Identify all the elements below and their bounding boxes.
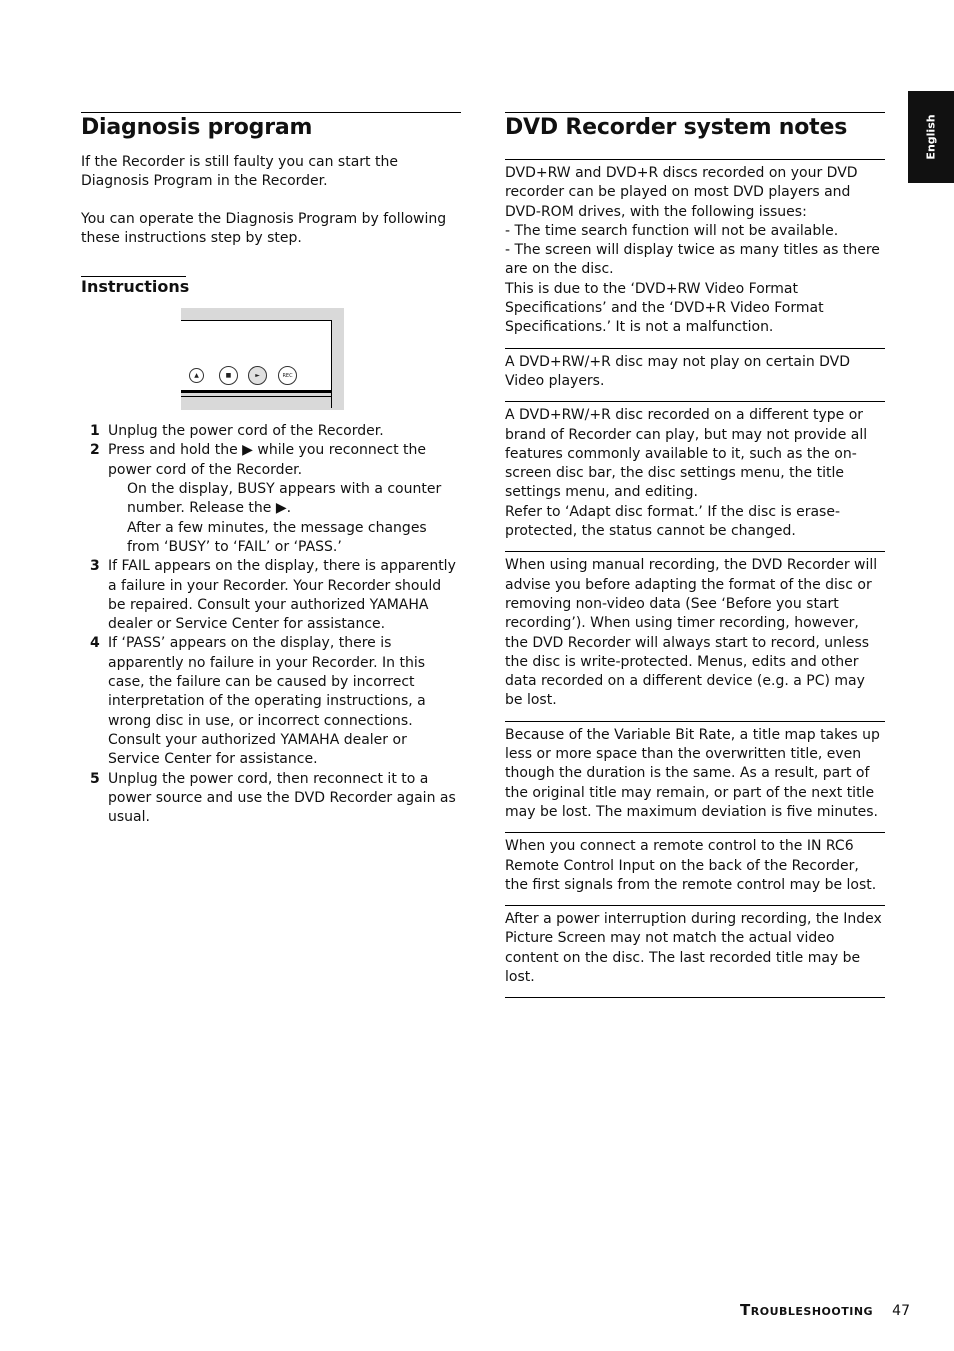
step-text: If FAIL appears on the display, there is apparently a failure in your Recorder. Your Recorder should be repaired. Consult your authorized YAMAHA dealer or Service Center for assistance. [108,558,456,633]
note-text: Because of the Variable Bit Rate, a title map takes up less or more space than the overwritten title, even though the duration is the same. As a result, part of the original title may remain, or part of the next title may be lost. The maximum deviation is five minutes. [505,726,880,820]
step-item [81,422,461,441]
step-text: Unplug the power cord, then reconnect it to a power source and use the DVD Recorder again as usual. [108,770,456,826]
note-text: A DVD+RW/+R disc recorded on a different type or brand of Recorder can play, but may not provide all features commonly available to it, such as the on-screen disc bar, the disc settings menu, the title settings menu, and editing. Refer to ‘Adapt disc format.’ If the disc is erase-protected, the status cannot be changed. [505,407,868,540]
play-button-icon: ► [248,366,267,385]
recorder-panel [181,320,332,391]
step-item [81,634,461,769]
step-sub-text: On the display, BUSY appears with a counter number. Release the ▶. [127,481,442,517]
page-footer [700,1300,910,1319]
step-item [81,770,461,828]
system-note [505,159,885,349]
left-column [81,112,461,827]
language-tab [908,91,954,183]
system-note [505,349,885,403]
system-note [505,833,885,906]
note-text: A DVD+RW/+R disc may not play on certain DVD Video players. [505,353,851,389]
diagnosis-heading: Diagnosis program [81,112,461,141]
system-notes-heading: DVD Recorder system notes [505,112,885,141]
eject-button-icon: ▲ [189,368,204,383]
step-text: Press and hold the ▶ while you reconnect the power cord of the Recorder. [108,442,427,478]
stop-button-icon: ■ [219,366,238,385]
step-number: 3 [90,558,100,575]
step-number: 5 [90,770,100,787]
system-note [505,552,885,721]
page-number: 47 [892,1303,910,1319]
note-text: When you connect a remote control to the IN RC6 Remote Control Input on the back of the Recorder, the first signals from the remote control may be lost. [505,838,877,893]
step-text: Unplug the power cord of the Recorder. [108,423,384,440]
recorder-front-panel-illustration [181,308,344,410]
record-button-icon: REC [278,366,297,385]
step-number: 4 [90,635,100,652]
language-tab-label: English [924,114,938,160]
step-number: 1 [90,423,100,440]
step-number: 2 [90,442,100,459]
right-column [505,112,885,998]
instruction-steps [81,422,461,827]
step-text: If ‘PASS’ appears on the display, there is apparently no failure in your Recorder. In this case, the failure can be caused by incorrect interpretation of the operating instructions, a wrong disc in use, or incorrect connections. Consult your authorized YAMAHA dealer or Service Center for assistance. [108,635,426,768]
panel-leg [331,393,332,408]
step-item [81,557,461,634]
note-text: DVD+RW and DVD+R discs recorded on your DVD recorder can be played on most DVD players and DVD-ROM drives, with the following issues: - The time search function will not be available. - The screen will display twice as many titles as there are on the disc. This is due to the ‘DVD+RW Video Format Specifications’ and the ‘DVD+R Video Format Specifications.’ It is not a malfunction. [505,165,880,336]
step-item [81,441,461,557]
intro-paragraph-2: You can operate the Diagnosis Program by following these instructions step by step. [81,210,447,246]
panel-foot [181,396,332,397]
instructions-subheading: Instructions [81,277,190,297]
system-note [505,402,885,552]
system-note [505,906,885,998]
section-name: Troubleshooting [740,1301,874,1319]
note-text: When using manual recording, the DVD Recorder will advise you before adapting the format of the disc or removing non-video data (See ‘Before you start recording’). When using timer recording, however, the DVD Recorder will always start to record, unless the disc is write-protected. Menus, edits and other data recorded on a different device (e.g. a PC) may be lost. [505,557,878,709]
intro-paragraph-1: If the Recorder is still faulty you can start the Diagnosis Program in the Recorder. [81,154,398,190]
note-text: After a power interruption during recording, the Index Picture Screen may not match the actual video content on the disc. The last recorded title may be lost. [505,911,882,985]
step-sub-text: After a few minutes, the message changes from ‘BUSY’ to ‘FAIL’ or ‘PASS.’ [127,519,427,555]
panel-base [181,390,332,393]
system-note [505,722,885,833]
